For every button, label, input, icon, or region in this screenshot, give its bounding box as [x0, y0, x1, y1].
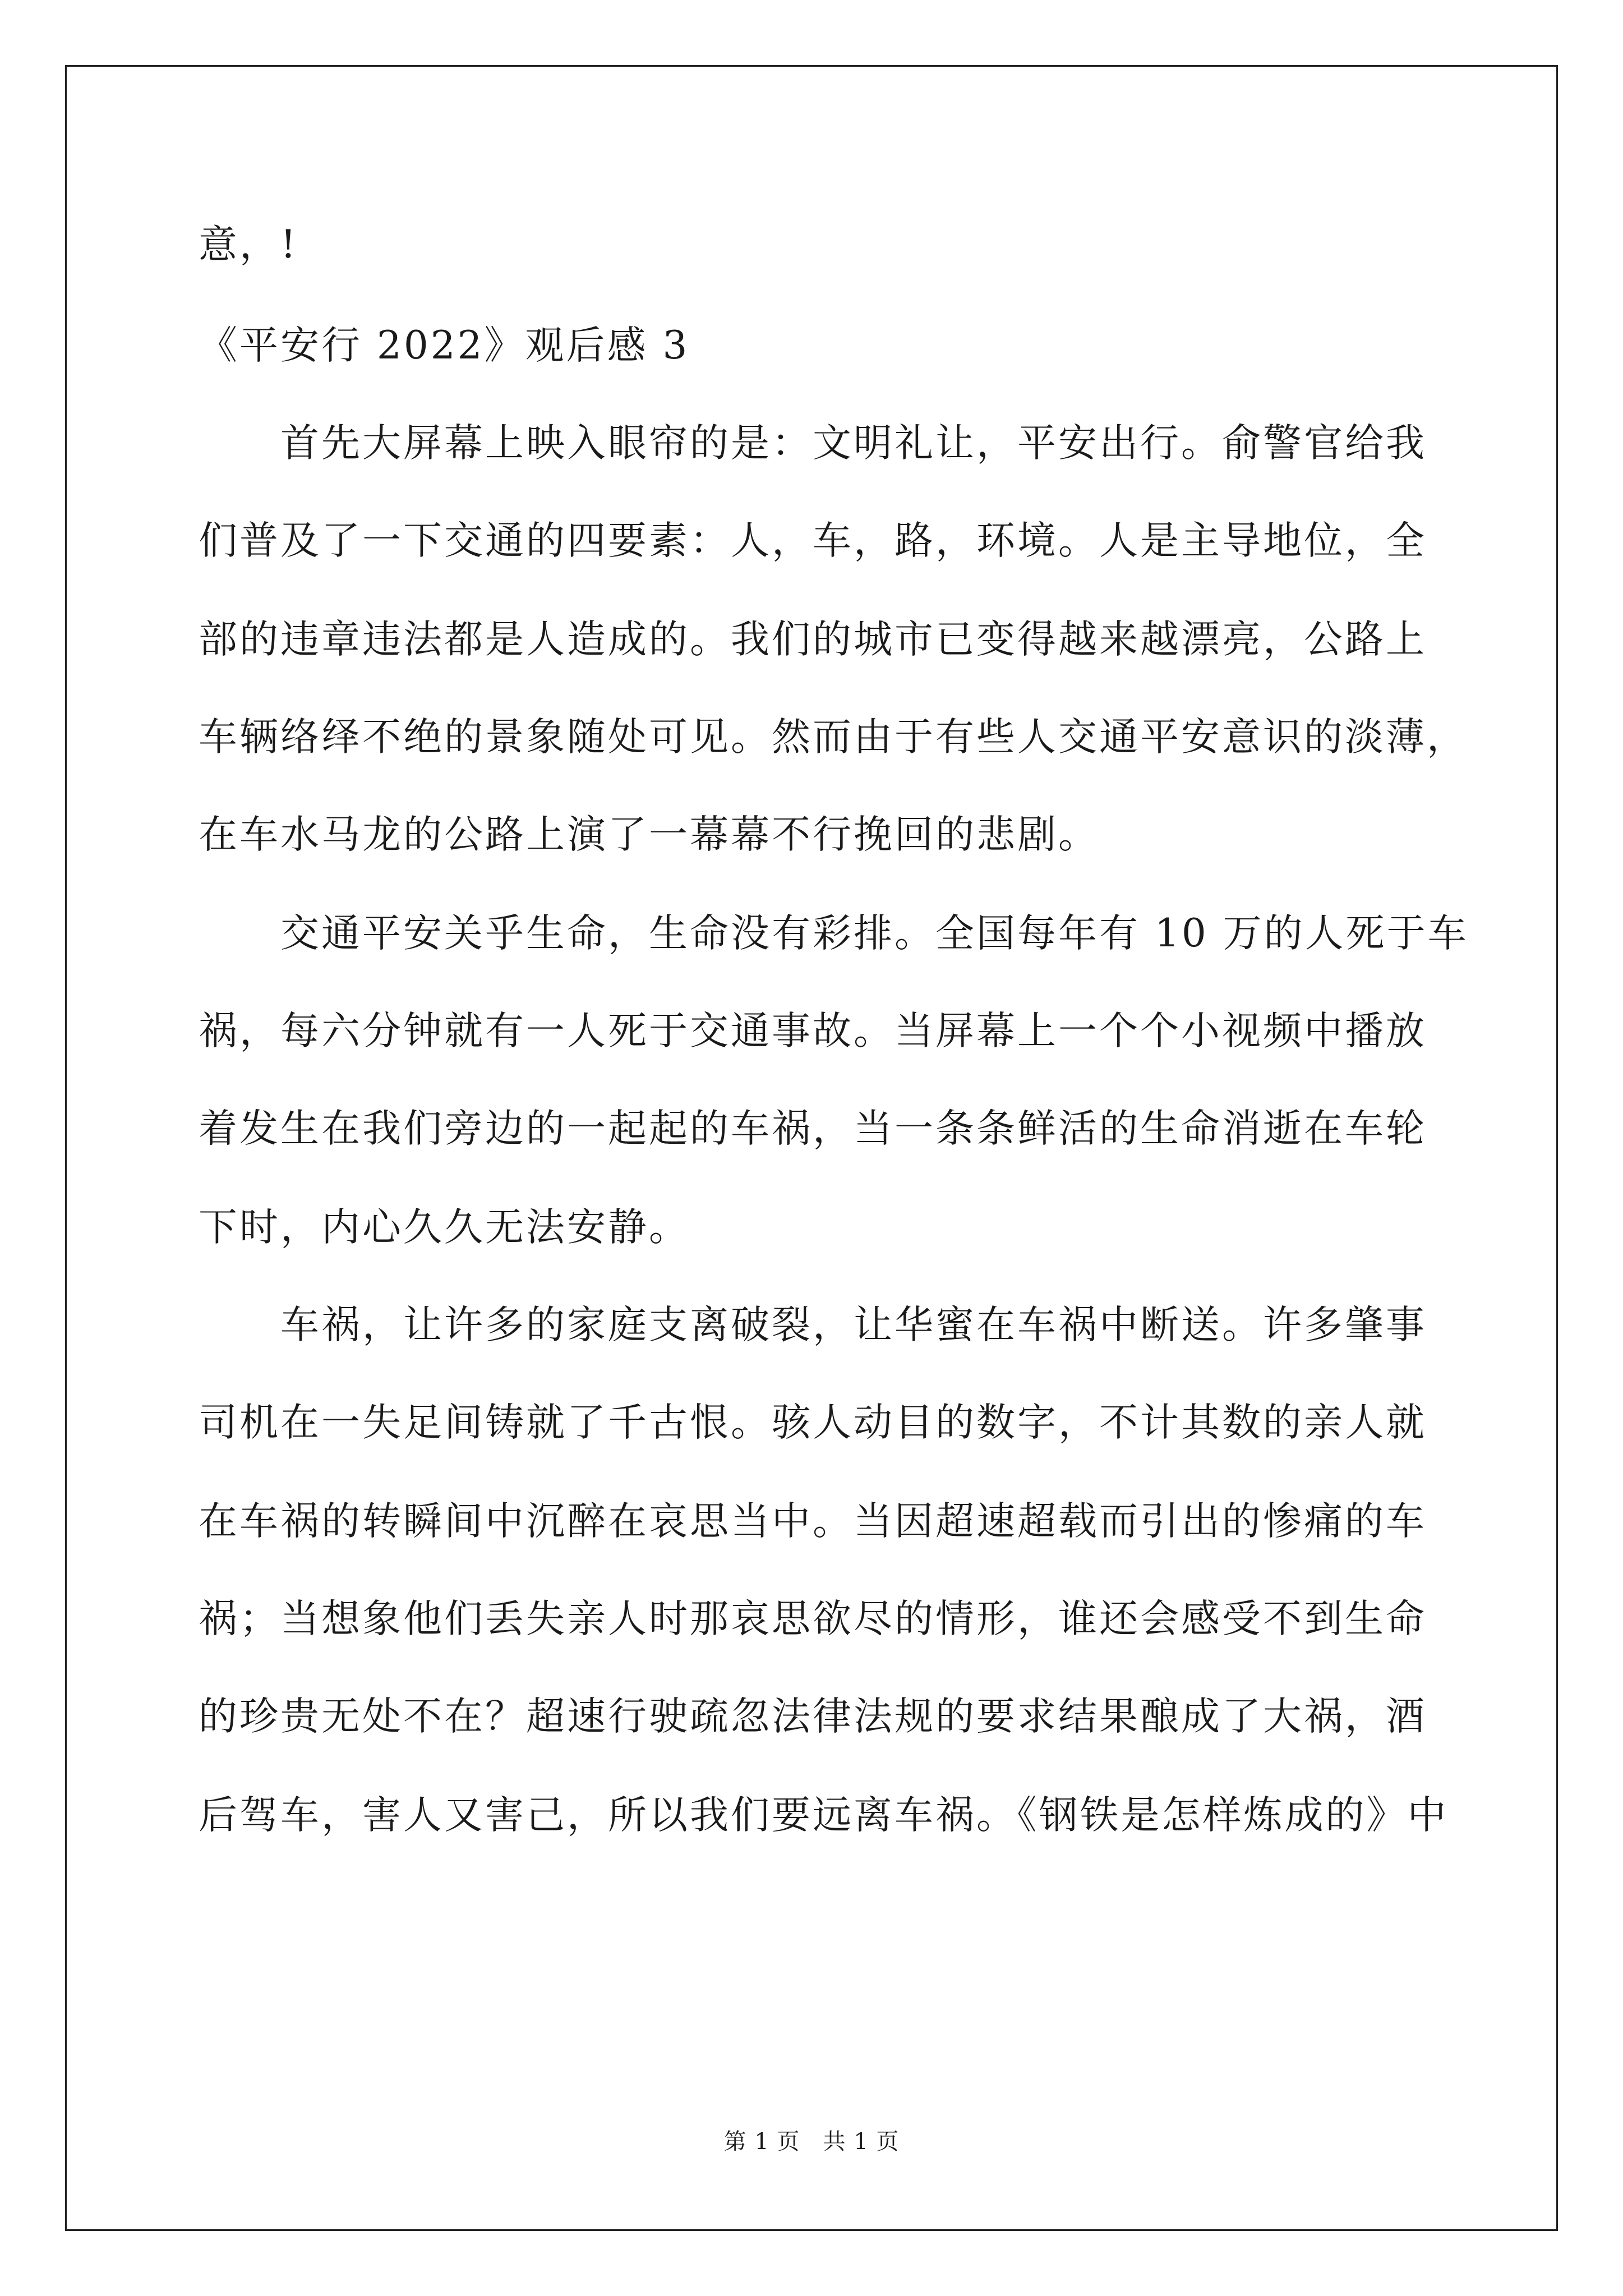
text-line: 首先大屏幕上映入眼帘的是：文明礼让，平安出行。俞警官给我: [199, 421, 1427, 466]
text-line: 祸，每六分钟就有一人死于交通事故。当屏幕上一个个小视频中播放: [199, 1009, 1427, 1053]
text-line: 部的违章违法都是人造成的。我们的城市已变得越来越漂亮，公路上: [199, 617, 1427, 662]
text-line: 车祸，让许多的家庭支离破裂，让华蜜在车祸中断送。许多肇事: [199, 1303, 1427, 1347]
page-number: 第 1 页 共 1 页: [723, 2129, 900, 2155]
text-line: 着发生在我们旁边的一起起的车祸，当一条条鲜活的生命消逝在车轮: [199, 1106, 1427, 1151]
text-line: 在车祸的转瞬间中沉醉在哀思当中。当因超速超载而引出的惨痛的车: [199, 1499, 1427, 1544]
text-line: 车辆络绎不绝的景象随处可见。然而由于有些人交通平安意识的淡薄，: [199, 715, 1468, 760]
text-line: 意，!: [199, 222, 298, 267]
text-line: 下时，内心久久无法安静。: [199, 1205, 690, 1250]
text-line: 的珍贵无处不在？超速行驶疏忽法律法规的要求结果酿成了大祸，酒: [199, 1694, 1427, 1739]
section-heading: 《平安行 2022》观后感 3: [199, 323, 690, 368]
text-line: 祸；当想象他们丢失亲人时那哀思欲尽的情形，谁还会感受不到生命: [199, 1596, 1427, 1641]
text-line: 们普及了一下交通的四要素：人，车，路，环境。人是主导地位，全: [199, 518, 1427, 563]
text-line: 在车水马龙的公路上演了一幕幕不行挽回的悲剧。: [199, 812, 1099, 857]
text-line: 司机在一失足间铸就了千古恨。骇人动目的数字，不计其数的亲人就: [199, 1400, 1427, 1445]
text-line: 后驾车，害人又害己，所以我们要远离车祸。《钢铁是怎样炼成的》中: [199, 1793, 1449, 1838]
text-line: 交通平安关乎生命，生命没有彩排。全国每年有 10 万的人死于车: [199, 911, 1469, 956]
